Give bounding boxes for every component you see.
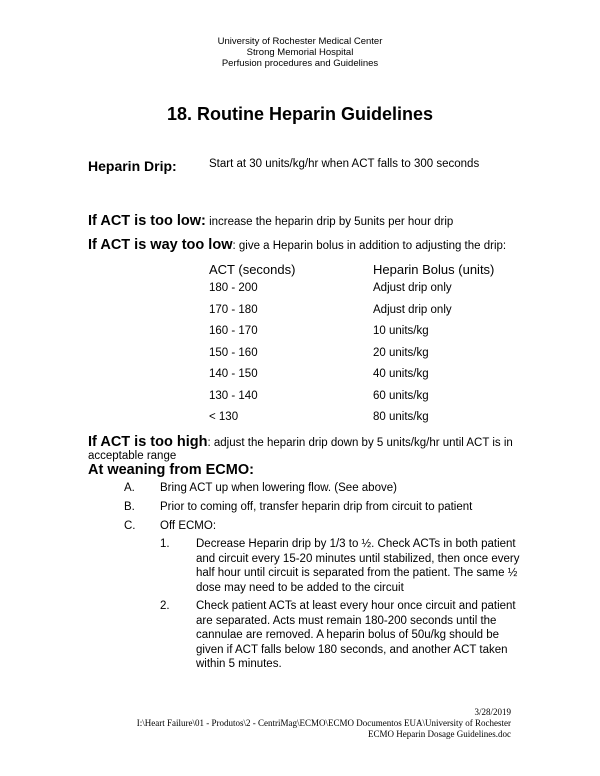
- substep-line: dose may need to be added to the circuit: [196, 581, 404, 594]
- way-too-low-text: : give a Heparin bolus in addition to adjusting the drip:: [232, 240, 507, 252]
- heparin-drip-text: Start at 30 units/kg/hr when ACT falls to 300 seconds: [209, 158, 480, 170]
- substep-line: and circuit every 15-20 minutes until stabilized, then once every: [196, 552, 520, 565]
- act-range-cell: 130 - 140: [209, 389, 258, 402]
- weaning-item: [0, 482, 600, 501]
- footer-date: 3/28/2019: [474, 707, 511, 717]
- substep-line: cannulae are removed. A heparin bolus of 50u/kg should be: [196, 629, 500, 641]
- way-too-low-label: If ACT is way too low: [88, 237, 233, 253]
- weaning-heading: At weaning from ECMO:: [88, 462, 254, 478]
- too-low-text: increase the heparin drip by 5units per hour drip: [205, 216, 454, 228]
- bolus-dose-cell: 20 units/kg: [373, 346, 429, 359]
- header-hospital: Strong Memorial Hospital: [246, 47, 354, 58]
- bolus-table-row: [209, 325, 529, 347]
- too-low-label: If ACT is too low:: [88, 213, 206, 229]
- bolus-table-row: [209, 368, 529, 390]
- substep-line: within 5 minutes.: [196, 658, 282, 670]
- substep-line: Decrease Heparin drip by 1/3 to ½. Check ACTs in both patient: [196, 538, 516, 550]
- too-high-line: [88, 433, 513, 451]
- substep-marker: 2.: [160, 600, 170, 612]
- bolus-table-row: [209, 411, 529, 433]
- act-range-cell: 180 - 200: [209, 282, 258, 294]
- footer-path-line1: I:\Heart Failure\01 - Produtos\2 - CentriMag\ECMO\ECMO Documentos EUA\University of Rochester: [136, 718, 511, 728]
- bolus-table-row: [209, 390, 529, 412]
- act-range-cell: 150 - 160: [209, 346, 258, 359]
- too-low-line: [88, 212, 453, 230]
- bolus-table-row: [209, 282, 529, 304]
- too-high-continuation: acceptable range: [88, 450, 177, 462]
- bolus-dose-cell: 80 units/kg: [373, 411, 429, 423]
- bolus-table-body: [209, 282, 529, 433]
- footer-path-line2: ECMO Heparin Dosage Guidelines.doc: [368, 729, 511, 739]
- weaning-substeps: [0, 537, 600, 676]
- weaning-item: [0, 501, 600, 520]
- bolus-dose-cell: Adjust drip only: [373, 282, 452, 294]
- act-range-cell: 140 - 150: [209, 368, 258, 380]
- weaning-substep: [0, 599, 600, 672]
- substep-line: given if ACT falls below 180 seconds, and another ACT taken: [196, 643, 508, 656]
- substep-line: Check patient ACTs at least every hour once circuit and patient: [196, 600, 516, 612]
- weaning-item-marker: B.: [124, 501, 135, 513]
- weaning-item-text: Off ECMO:: [160, 520, 217, 532]
- weaning-item-text: Bring ACT up when lowering flow. (See above): [160, 482, 397, 494]
- too-high-label: If ACT is too high: [88, 434, 208, 450]
- page-title: 18. Routine Heparin Guidelines: [166, 104, 434, 124]
- bolus-dose-cell: 60 units/kg: [373, 389, 429, 402]
- bolus-table-row: [209, 304, 529, 326]
- act-range-cell: 170 - 180: [209, 303, 258, 316]
- bolus-dose-cell: 40 units/kg: [373, 368, 429, 380]
- way-too-low-line: [88, 236, 506, 254]
- bolus-dose-cell: Adjust drip only: [373, 303, 452, 316]
- act-range-cell: < 130: [209, 411, 239, 423]
- header-department: Perfusion procedures and Guidelines: [221, 58, 379, 69]
- weaning-substep: [0, 537, 600, 595]
- bolus-dose-cell: 10 units/kg: [373, 325, 429, 337]
- act-range-cell: 160 - 170: [209, 325, 258, 337]
- bolus-column-header: Heparin Bolus (units): [373, 262, 495, 277]
- weaning-item-marker: C.: [124, 520, 136, 532]
- heparin-drip-label: Heparin Drip:: [88, 158, 177, 174]
- act-column-header: ACT (seconds): [209, 262, 296, 277]
- weaning-item-text: Prior to coming off, transfer heparin drip from circuit to patient: [160, 501, 473, 513]
- weaning-list: [0, 482, 600, 539]
- bolus-table: [209, 262, 529, 433]
- weaning-item-marker: A.: [124, 482, 135, 494]
- bolus-table-row: [209, 347, 529, 369]
- substep-line: half hour until circuit is separated from the patient. The same ½: [196, 567, 518, 579]
- substep-marker: 1.: [160, 538, 170, 550]
- too-high-text: : adjust the heparin drip down by 5 units/kg/hr until ACT is in: [207, 437, 513, 449]
- bolus-table-header: [209, 262, 529, 282]
- header-institution: University of Rochester Medical Center: [217, 36, 383, 47]
- substep-line: are separated. Acts must remain 180-200 seconds until the: [196, 614, 497, 627]
